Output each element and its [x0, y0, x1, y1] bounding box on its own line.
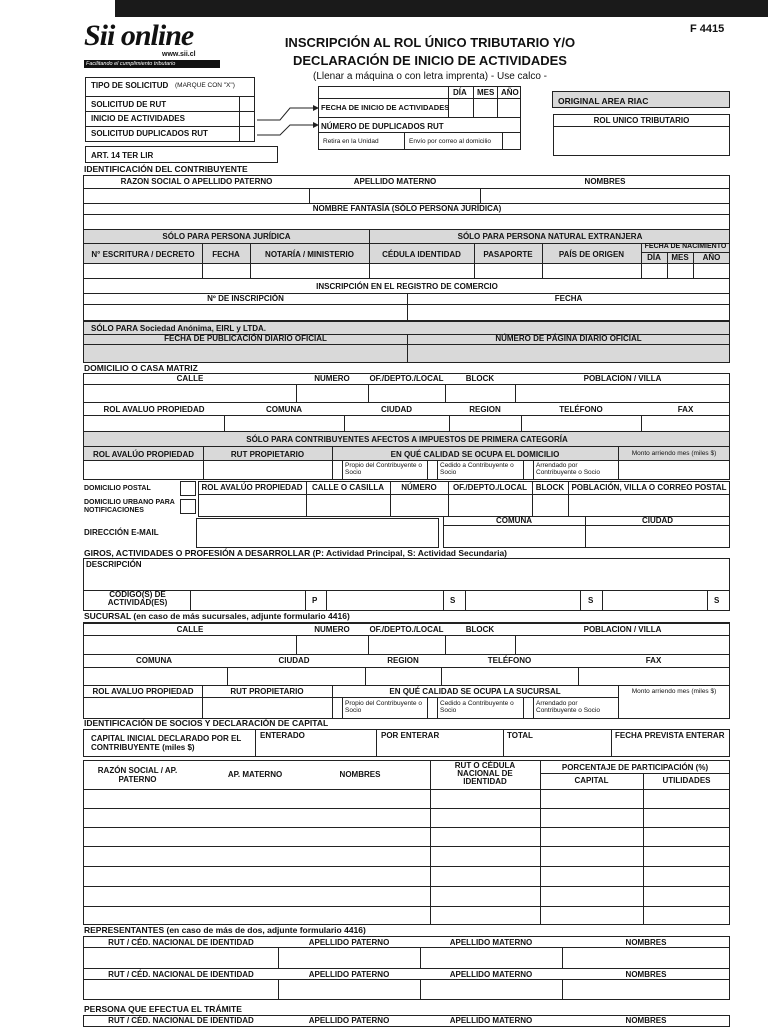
suc-rol-avaluo-label: ROL AVALUO PROPIEDAD — [92, 687, 194, 696]
comuna-label: COMUNA — [266, 405, 302, 414]
suc-of-depto-label: OF./DEPTO./LOCAL — [369, 625, 444, 634]
rol-avaluo-label: ROL AVALUO PROPIEDAD — [103, 405, 205, 414]
socio-capital-label: CAPITAL — [574, 776, 609, 785]
rep1-ap-paterno-label: APELLIDO PATERNO — [308, 938, 390, 947]
section-representantes: REPRESENTANTES (en caso de más de dos, adjunte formulario 4416) — [84, 925, 366, 935]
enterado-label: ENTERADO — [260, 731, 305, 740]
section-socios: IDENTIFICACIÓN DE SOCIOS Y DECLARACIÓN DE CAPITAL — [84, 718, 329, 728]
codigos-row[interactable] — [83, 590, 730, 611]
nombre-fantasia-label: NOMBRE FANTASÍA (SÓLO PERSONA JURÍDICA) — [312, 204, 502, 213]
suc-numero-label: NUMERO — [314, 625, 350, 634]
tipo-solicitud-label: TIPO DE SOLICITUD — [91, 81, 169, 90]
num-inscripcion-label: Nº DE INSCRIPCIÓN — [207, 294, 284, 303]
rep2-ap-materno-label: APELLIDO MATERNO — [449, 970, 533, 979]
logo-url: www.sii.cl — [162, 51, 196, 58]
suc-telefono-label: TELÉFONO — [487, 656, 532, 665]
en-que-calidad-label: EN QUÉ CALIDAD SE OCUPA EL DOMICILIO — [390, 450, 560, 459]
ciudad2-label: CIUDAD — [641, 516, 674, 525]
numero-label: NUMERO — [314, 374, 350, 383]
descripcion-label: DESCRIPCIÓN — [86, 560, 142, 569]
calle-label: CALLE — [176, 374, 204, 383]
arrendado-check[interactable] — [523, 460, 534, 480]
domicilio-urbano-label: DOMICILIO URBANO PARA NOTIFICACIONES — [84, 499, 175, 514]
nombres-label: NOMBRES — [584, 177, 626, 186]
suc-region-label: REGION — [387, 656, 419, 665]
suc-arrendado-check[interactable] — [523, 697, 534, 719]
monto-arriendo-label: Monto arriendo mes (miles $) — [631, 450, 717, 457]
email-input[interactable] — [196, 518, 439, 548]
rep1-nombres-label: NOMBRES — [625, 938, 667, 947]
numero2-label: NÚMERO — [401, 483, 437, 492]
rol-unico-label: ROL UNICO TRIBUTARIO — [593, 116, 690, 125]
option-solicitud-rut[interactable]: SOLICITUD DE RUT — [91, 100, 167, 109]
form-subtitle: (Llenar a máquina o con letra imprenta) - Use calco - — [313, 71, 547, 82]
solo-sa-label: SÓLO PARA Sociedad Anónima, EIRL y LTDA. — [91, 324, 266, 333]
retira-label: Retira en la Unidad — [323, 138, 379, 145]
contribuyente-row1-inputs[interactable] — [83, 188, 730, 204]
email-label: DIRECCIÓN E-MAIL — [84, 528, 159, 537]
suc-monto-arriendo-label: Monto arriendo mes (miles $) — [631, 688, 717, 695]
section-giros: GIROS, ACTIVIDADES O PROFESIÓN A DESARROLLAR (P: Actividad Principal, S: Actividad Secundaria) — [84, 548, 508, 558]
dia-label: DÍA — [453, 88, 467, 97]
sucursal-row1-inputs[interactable] — [83, 635, 730, 655]
socio-razon-social-label: RAZÓN SOCIAL / AP. PATERNO — [97, 766, 178, 784]
region-label: REGION — [469, 405, 501, 414]
suc-propio-check[interactable] — [332, 697, 343, 719]
suc-fax-label: FAX — [645, 656, 662, 665]
telefono-label: TELÉFONO — [559, 405, 603, 414]
logo-tagline: Facilitando el cumplimiento tributario — [84, 60, 220, 68]
suc-cedido-label: Cedido a Contribuyente o Socio — [440, 700, 514, 714]
ciudad-label: CIUDAD — [380, 405, 413, 414]
arrendado-label: Arrendado por Contribuyente o Socio — [536, 462, 600, 476]
block2-label: BLOCK — [535, 483, 565, 492]
p-label: P — [312, 596, 318, 605]
poblacion-label: POBLACION / VILLA — [583, 374, 662, 383]
mes-label: MES — [477, 88, 495, 97]
propio-check[interactable] — [332, 460, 343, 480]
comuna2-label: COMUNA — [496, 516, 532, 525]
total-label: TOTAL — [507, 731, 533, 740]
socio-porcentaje-label: PORCENTAJE DE PARTICIPACIÓN (%) — [561, 763, 709, 772]
sii-logo — [84, 20, 224, 70]
suc-poblacion-label: POBLACION / VILLA — [583, 625, 662, 634]
calle-casilla-label: CALLE O CASILLA — [312, 483, 384, 492]
option-inicio-actividades[interactable]: INICIO DE ACTIVIDADES — [91, 114, 185, 123]
cedido-label: Cedido a Contribuyente o Socio — [440, 462, 514, 476]
cedido-check[interactable] — [427, 460, 438, 480]
tramite-ap-paterno-label: APELLIDO PATERNO — [308, 1016, 390, 1025]
suc-propio-label: Propio del Contribuyente o Socio — [345, 700, 422, 714]
of-depto2-label: OF./DEPTO./LOCAL — [452, 483, 528, 492]
escritura-label: N° ESCRITURA / DECRETO — [91, 250, 195, 259]
fax-label: FAX — [677, 405, 694, 414]
postal-rol-label: ROL AVALÚO PROPIEDAD — [201, 483, 303, 492]
fecha2-label: FECHA — [554, 294, 583, 303]
apellido-materno-label: APELLIDO MATERNO — [353, 177, 437, 186]
anio-label: AÑO — [501, 88, 519, 97]
suc-arrendado-label: Arrendado por Contribuyente o Socio — [536, 700, 600, 714]
inscripcion-registro-label: INSCRIPCIÓN EN EL REGISTRO DE COMERCIO — [316, 282, 498, 291]
tipo-solicitud-hint: (MARQUE CON "X") — [175, 82, 235, 89]
of-depto-label: OF./DEPTO./LOCAL — [369, 374, 444, 383]
descripcion-box[interactable] — [83, 558, 730, 591]
suc-rut-propietario-label: RUT PROPIETARIO — [230, 687, 304, 696]
section-domicilio: DOMICILIO O CASA MATRIZ — [84, 363, 198, 373]
domicilio-row2-inputs[interactable] — [83, 415, 730, 432]
section-sucursal: SUCURSAL (en caso de más sucursales, adjunte formulario 4416) — [84, 611, 350, 621]
suc-block-label: BLOCK — [465, 625, 495, 634]
art14-label: ART. 14 TER LIR — [91, 151, 154, 160]
suc-en-que-calidad-label: EN QUÉ CALIDAD SE OCUPA LA SUCURSAL — [389, 687, 561, 696]
socio-ap-materno-label: AP. MATERNO — [227, 770, 283, 779]
original-area-label: ORIGINAL AREA RIAC — [558, 96, 649, 106]
rep1-ap-materno-label: APELLIDO MATERNO — [449, 938, 533, 947]
socio-utilidades-label: UTILIDADES — [662, 776, 711, 785]
section-identificacion: IDENTIFICACIÓN DEL CONTRIBUYENTE — [84, 164, 248, 174]
rut-propietario-label: RUT PROPIETARIO — [230, 450, 305, 459]
rep2-ap-paterno-label: APELLIDO PATERNO — [308, 970, 390, 979]
capital-inicial-label: CAPITAL INICIAL DECLARADO POR EL CONTRIBUYENTE (miles $) — [91, 734, 242, 752]
rep2-nombres-label: NOMBRES — [625, 970, 667, 979]
propio-label: Propio del Contribuyente o Socio — [345, 462, 422, 476]
socio-nombres-label: NOMBRES — [339, 770, 381, 779]
domicilio-postal-label: DOMICILIO POSTAL — [84, 485, 151, 492]
num-inscripcion-inputs[interactable] — [83, 304, 730, 321]
solo-primera-label: SÓLO PARA CONTRIBUYENTES AFECTOS A IMPUESTOS DE PRIMERA CATEGORÍA — [246, 435, 568, 444]
nombre-fantasia-input[interactable] — [83, 214, 730, 230]
fecha-publicacion-label: FECHA DE PUBLICACIÓN DIARIO OFICIAL — [164, 334, 327, 343]
num-duplicados-label: NÚMERO DE DUPLICADOS RUT — [321, 122, 444, 131]
form-code: F 4415 — [690, 23, 725, 35]
checkbox-column[interactable] — [239, 96, 255, 142]
rep1-rut-label: RUT / CÉD. NACIONAL DE IDENTIDAD — [108, 938, 254, 947]
tramite-ap-materno-label: APELLIDO MATERNO — [449, 1016, 533, 1025]
por-enterar-label: POR ENTERAR — [381, 731, 440, 740]
tramite-nombres-label: NOMBRES — [625, 1016, 667, 1025]
pais-origen-label: PAÍS DE ORIGEN — [558, 250, 625, 259]
nac-dia-label: DÍA — [647, 253, 661, 262]
fecha-label: FECHA — [212, 250, 240, 259]
socio-rut-label: RUT O CÉDULA NACIONAL DE IDENTIDAD — [454, 761, 516, 786]
notaria-label: NOTARÍA / MINISTERIO — [265, 250, 354, 259]
arrows — [255, 100, 320, 145]
domicilio-row1-inputs[interactable] — [83, 384, 730, 403]
option-duplicados-rut[interactable]: SOLICITUD DUPLICADOS RUT — [91, 129, 208, 138]
poblacion-correo-label: POBLACIÓN, VILLA O CORREO POSTAL — [571, 483, 727, 492]
suc-calle-label: CALLE — [176, 625, 204, 634]
suc-cedido-check[interactable] — [427, 697, 438, 719]
envio-label: Envío por correo al domicilio — [409, 138, 492, 145]
section-tramite: PERSONA QUE EFECTUA EL TRÁMITE — [84, 1004, 242, 1014]
form-title-line1: INSCRIPCIÓN AL ROL ÚNICO TRIBUTARIO Y/O — [284, 35, 576, 50]
solo-extranjera-label: SÓLO PARA PERSONA NATURAL EXTRANJERA — [457, 232, 643, 241]
razon-social-label: RAZON SOCIAL O APELLIDO PATERNO — [120, 177, 273, 186]
logo-text: Sii online — [84, 19, 194, 52]
rol-avaluo2-label: ROL AVALÚO PROPIEDAD — [92, 450, 195, 459]
fecha-prevista-label: FECHA PREVISTA ENTERAR — [615, 731, 725, 740]
escritura-inputs[interactable] — [83, 263, 730, 279]
rep2-rut-label: RUT / CÉD. NACIONAL DE IDENTIDAD — [108, 970, 254, 979]
tramite-rut-label: RUT / CÉD. NACIONAL DE IDENTIDAD — [108, 1016, 254, 1025]
fecha-inicio-label: FECHA DE INICIO DE ACTIVIDADES — [321, 103, 450, 112]
sucursal-row2-inputs[interactable] — [83, 667, 730, 686]
suc-comuna-label: COMUNA — [136, 656, 172, 665]
s1-label: S — [450, 596, 456, 605]
suc-ciudad-label: CIUDAD — [278, 656, 310, 665]
top-black-bar — [115, 0, 768, 17]
block-label: BLOCK — [465, 374, 495, 383]
s2-label: S — [588, 596, 594, 605]
solo-juridica-label: SÓLO PARA PERSONA JURÍDICA — [162, 232, 291, 241]
domicilio-postal-check[interactable] — [180, 481, 196, 496]
codigos-label: CODIGO(S) DE ACTIVIDAD(ES) — [107, 590, 168, 607]
form-title-line2: DECLARACIÓN DE INICIO DE ACTIVIDADES — [293, 53, 567, 68]
num-pagina-label: NÚMERO DE PÁGINA DIARIO OFICIAL — [495, 334, 642, 343]
nac-mes-label: MES — [671, 253, 689, 262]
fecha-nacimiento-label: FECHA DE NACIMIENTO — [644, 243, 727, 250]
nac-anio-label: AÑO — [702, 253, 721, 262]
s3-label: S — [714, 596, 720, 605]
pasaporte-label: PASAPORTE — [483, 250, 533, 259]
domicilio-urbano-check[interactable] — [180, 499, 196, 514]
cedula-label: CÉDULA IDENTIDAD — [382, 250, 461, 259]
